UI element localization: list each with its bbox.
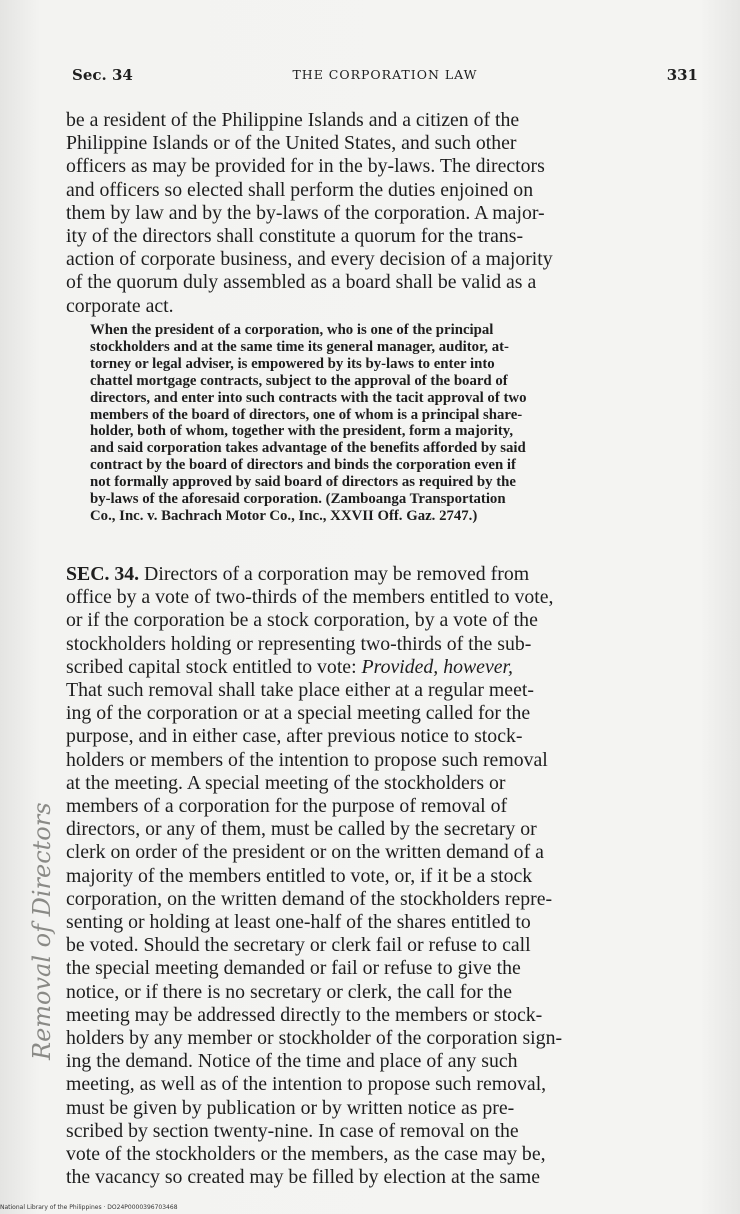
header-title: THE CORPORATION LAW [292, 67, 478, 82]
paragraph-continued: be a resident of the Philippine Islands and a citizen of the Philippine Islands or of the United States, and such other officers as may be provided for in the by-laws. The directors and officers so elected shall perform the duties enjoined on them by law and by the by-laws of the corporation. A major- ity of the directors shall constitute a quorum for the trans- action of corporate business, and every decision of a majority of the quorum duly assembled as a board shall be valid as a corporate act. [66, 109, 553, 317]
section-text-b: That such removal shall take place either at a regular meet- ing of the corporation or at a special meeting called for the purpose, and in either case, after previous notice to stock- holders or members of the intention to propose such removal at the meeting. A special meeting of the stockholders or members of a corporation for the purpose of removal of directors, or any of them, must be called by the secretary or clerk on order of the president or on the written demand of a majority of the members entitled to vote, or, if it be a stock corporation, on the written demand of the stockholders repre- senting or holding at least one-half of the shares entitled to be voted. Should the secretary or clerk fail or refuse to call the special meeting demanded or fail or refuse to give the notice, or if there is no secretary or clerk, the call for the meeting may be addressed directly to the members or stock- holders by any member or stockholder of the corporation sign- ing the demand. Notice of the time and place of any such meeting, as well as of the intention to propose such removal, must be given by publication or by written notice as pre- scribed by section twenty-nine. In case of removal on the vote of the stockholders or the members, as the case may be, the vacancy so created may be filled by election at the same [66, 679, 563, 1189]
proviso: Provided, however, [361, 655, 513, 678]
section-text-a: Directors of a corporation may be removed from office by a vote of two-thirds of the members entitled to vote, or if the corporation be a stock corporation, by a vote of the stockholders holding or representing two-thirds of the sub- scribed capital stock entitled to vote: [66, 563, 554, 678]
case-annotation: When the president of a corporation, who is one of the principal stockholders and at the same time its general manager, auditor, at- torney or legal adviser, is empowered by its by-laws to enter into chattel mortgage contracts, subject to the approval of the board of directors, and enter into such contracts with the tacit approval of two members of the board of directors, one of whom is a principal share- holder, both of whom, together with the president, form a majority, and said corporation takes advantage of the benefits afforded by said contract by the board of directors and binds the corporation even if not formally approved by said board of directors as required by the by-laws of the aforesaid corporation. (Zamboanga Transportation Co., Inc. v. Bachrach Motor Co., Inc., XXVII Off. Gaz. 2747.) [90, 322, 527, 524]
section-label: SEC. 34. [66, 563, 140, 585]
marginal-note-text: Removal of Directors [28, 802, 56, 1060]
header-section-ref: Sec. 34 [72, 66, 133, 84]
scan-footer: National Library of the Philippines · DO24P0000396703468 [0, 1204, 178, 1211]
handwriting-icon [20, 560, 62, 1080]
handwritten-marginal-note [20, 560, 62, 1080]
section-34 [66, 563, 698, 1189]
page-number: 331 [666, 66, 698, 84]
running-header [72, 66, 698, 88]
